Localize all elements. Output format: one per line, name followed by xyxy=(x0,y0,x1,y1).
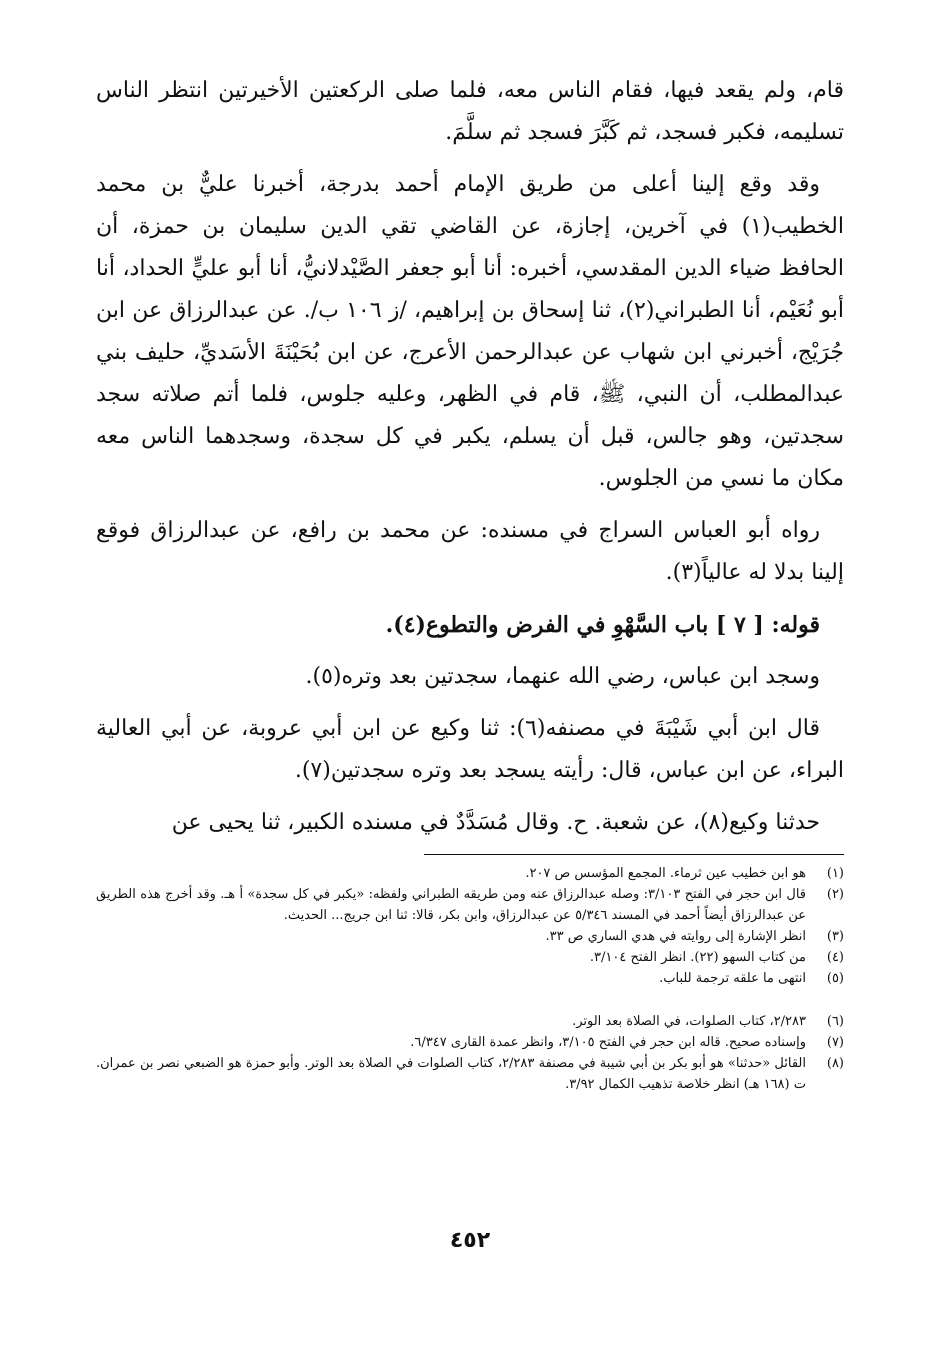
footnote-text: من كتاب السهو (٢٢). انظر الفتح ٣/١٠٤. xyxy=(589,950,806,965)
footnote-item xyxy=(96,863,844,884)
footnote-number: (٨) xyxy=(826,1056,844,1071)
paragraph-5: قال ابن أبي شَيْبَةَ في مصنفه(٦): ثنا وكيع عن ابن أبي عروبة، عن أبي العالية البراء، عن ابن عباس، قال: رأيته يسجد بعد وتره سجدتين(٧). xyxy=(96,716,844,783)
paragraph-1: قام، ولم يقعد فيها، فقام الناس معه، فلما صلى الركعتين الأخيرتين انتظر الناس تسليمه، فكبر فسجد، ثم كَبَّرَ فسجد ثم سلَّمَ. xyxy=(96,78,844,145)
footnote-item xyxy=(96,926,844,947)
footnote-number: (٥) xyxy=(826,971,844,986)
footnote-number: (٧) xyxy=(826,1035,844,1050)
footnote-number: (٤) xyxy=(826,950,844,965)
footnotes xyxy=(96,863,844,1095)
footnote-text: القائل «حدثنا» هو أبو بكر بن أبي شيبة في مصنفة ٢/٢٨٣، كتاب الصلوات في الصلاة بعد الوتر. وأبو حمزة هو الضبعي نصر بن عمران. ت (١٦٨ هـ) انظر خلاصة تذهيب الكمال ٣/٩٢. xyxy=(96,1056,806,1092)
paragraph-2: وقد وقع إلينا أعلى من طريق الإمام أحمد بدرجة، أخبرنا عليٌّ بن محمد الخطيب(١) في آخرين، إجازة، عن القاضي تقي الدين سليمان بن حمزة، أن الحافظ ضياء الدين المقدسي، أخبره: أنا أبو جعفر الصَّيْدلانيُّ، أنا أبو عليٍّ الحداد، أنا أبو نُعَيْم، أنا الطبراني(٢)، ثنا إسحاق بن إبراهيم، /ز ١٠٦ ب/. عن عبدالرزاق عن ابن جُرَيْج، أخبرني ابن شهاب عن عبدالرحمن الأعرج، عن ابن بُحَيْنَةَ الأسَديِّ، حليف بني عبدالمطلب، أن النبي، ﷺ، قام في الظهر، وعليه جلوس، فلما أتم صلاته سجد سجدتين، وهو جالس، قبل أن يسلم، يكبر في كل سجدة، وسجدهما الناس معه مكان ما نسي من الجلوس. xyxy=(96,172,844,491)
footnote-number: (٣) xyxy=(826,929,844,944)
footnote-text: قال ابن حجر في الفتح ٣/١٠٣: وصله عبدالرزاق عنه ومن طريقه الطبراني ولفظه: «يكبر في كل سجدة» أ هـ. وقد أخرج هذه الطريق عن عبدالرزاق أيضاً أحمد في المسند ٥/٣٤٦ عن عبدالرزاق، وابن بكر، قالا: ثنا ابن جريج... الحديث. xyxy=(96,887,806,923)
footnote-item xyxy=(96,1032,844,1053)
footnote-divider xyxy=(424,854,844,855)
paragraph-4: وسجد ابن عباس، رضي الله عنهما، سجدتين بعد وتره(٥). xyxy=(305,664,820,689)
footnote-text: ٢/٢٨٣، كتاب الصلوات، في الصلاة بعد الوتر. xyxy=(572,1014,806,1029)
paragraph-6: حدثنا وكيع(٨)، عن شعبة. ح. وقال مُسَدَّدٌ في مسنده الكبير، ثنا يحيى عن xyxy=(171,810,820,835)
footnote-number: (١) xyxy=(826,866,844,881)
chapter-heading: قوله: [ ٧ ] باب السَّهْوِ في الفرض والتطوع(٤). xyxy=(385,612,820,638)
footnote-item xyxy=(96,1011,844,1032)
footnote-text: وإسناده صحيح. قاله ابن حجر في الفتح ٣/١٠٥، وانظر عمدة القارى ٦/٣٤٧. xyxy=(410,1035,806,1050)
footnote-number: (٦) xyxy=(826,1014,844,1029)
page-number: ٤٥٢ xyxy=(449,1228,491,1253)
footnote-item xyxy=(96,947,844,968)
footnote-text: انظر الإشارة إلى روايته في هدي الساري ص ٣٣. xyxy=(545,929,806,944)
page-body xyxy=(96,70,844,1095)
paragraph-3: رواه أبو العباس السراج في مسنده: عن محمد بن رافع، عن عبدالرزاق فوقع إلينا بدلا له عالياً(٣). xyxy=(96,518,844,585)
footnote-item xyxy=(96,884,844,926)
footnote-spacer xyxy=(96,989,844,1011)
footnote-item xyxy=(96,1053,844,1095)
footnote-text: هو ابن خطيب عين ثرماء. المجمع المؤسس ص ٢٠٧. xyxy=(525,866,806,881)
footnote-item xyxy=(96,968,844,989)
main-text xyxy=(96,70,844,844)
footnote-number: (٢) xyxy=(826,887,844,902)
footnote-text: انتهى ما علقه ترجمة للباب. xyxy=(659,971,806,986)
